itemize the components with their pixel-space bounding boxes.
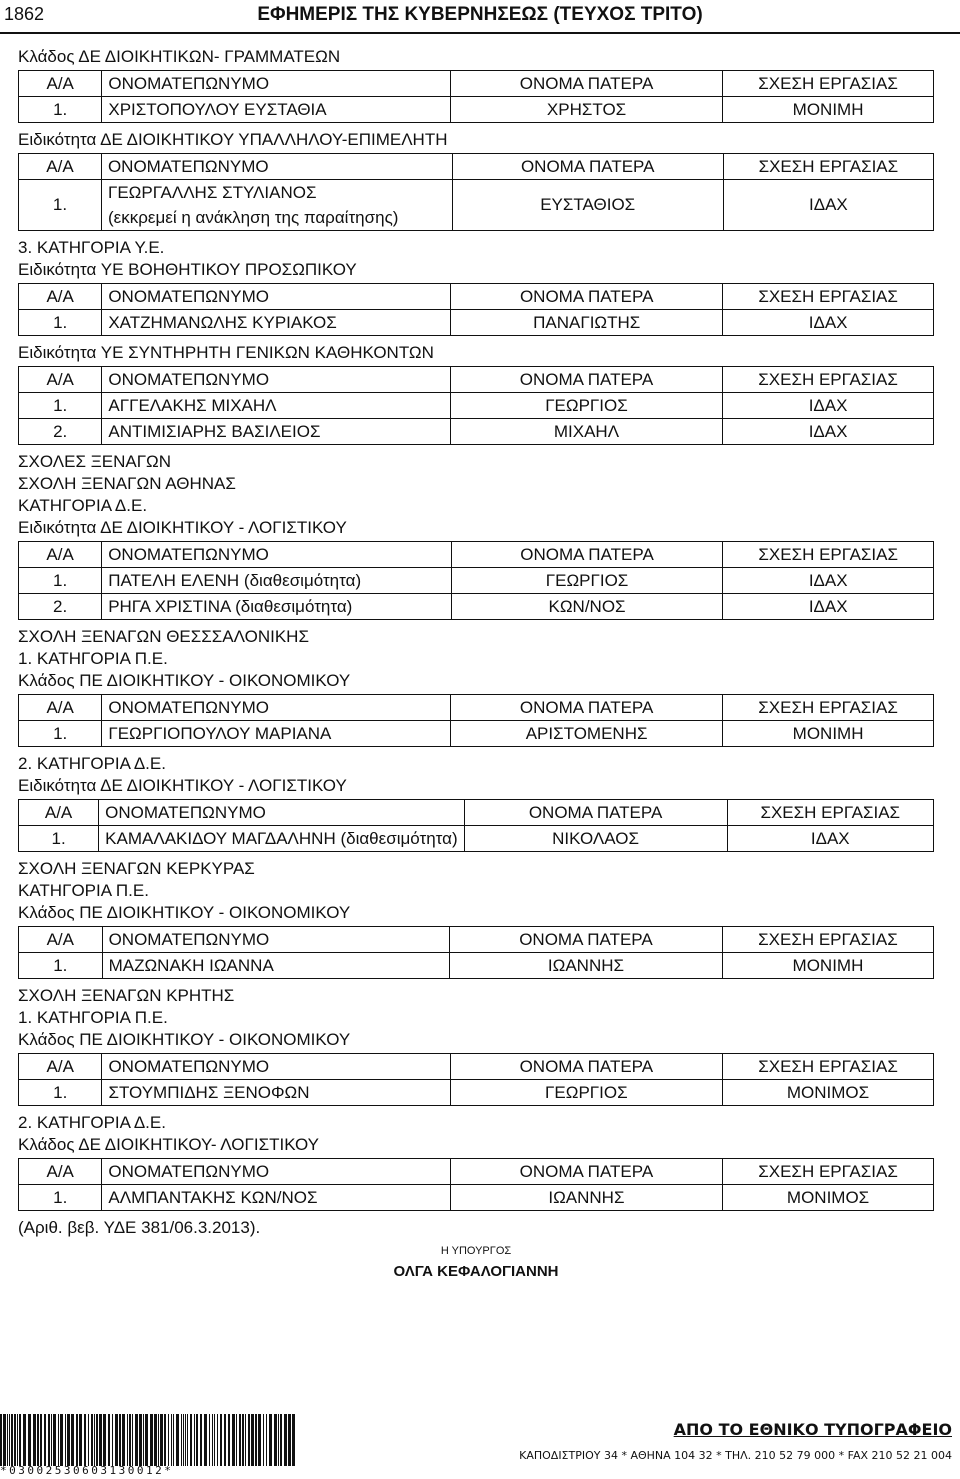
barcode-bar (28, 1414, 31, 1466)
section-heading: 2. ΚΑΤΗΓΟΡΙΑ Δ.Ε. (18, 754, 166, 773)
cell-relation: ΜΟΝΙΜΗ (723, 721, 934, 747)
barcode-bar (91, 1414, 93, 1466)
barcode-bar (284, 1414, 287, 1466)
barcode-bar (204, 1414, 207, 1466)
section-heading: Ειδικότητα ΔΕ ΔΙΟΙΚΗΤΙΚΟΥ - ΛΟΓΙΣΤΙΚΟΥ (18, 776, 347, 795)
barcode-bar (0, 1414, 2, 1466)
barcode-bar (135, 1414, 138, 1466)
column-header: ΟΝΟΜΑ ΠΑΤΕΡΑ (450, 927, 723, 953)
barcode-bar (274, 1414, 277, 1466)
cell-aa: 1. (19, 721, 102, 747)
cell-name: ΡΗΓΑ ΧΡΙΣΤΙΝΑ (διαθεσιμότητα) (102, 594, 451, 620)
column-header: ΣΧΕΣΗ ΕΡΓΑΣΙΑΣ (727, 800, 933, 826)
section-heading: Κλάδος ΠΕ ΔΙΟΙΚΗΤΙΚΟΥ - ΟΙΚΟΝΟΜΙΚΟΥ (18, 903, 351, 922)
barcode-bar (132, 1414, 133, 1466)
barcode-bar (17, 1414, 18, 1466)
table-header-row (19, 154, 934, 180)
press-name: ΑΠΟ ΤΟ ΕΘΝΙΚΟ ΤΥΠΟΓΡΑΦΕΙΟ (673, 1420, 952, 1439)
barcode-bar (171, 1414, 172, 1466)
barcode-bar (7, 1414, 8, 1466)
section-heading: ΣΧΟΛΗ ΞΕΝΑΓΩΝ ΑΘΗΝΑΣ (18, 474, 236, 493)
cell-aa: 2. (19, 419, 102, 445)
column-header: Α/Α (19, 800, 99, 826)
cell-name: ΚΑΜΑΛΑΚΙΔΟΥ ΜΑΓΔΑΛΗΝΗ (διαθεσιμότητα) (99, 826, 464, 852)
column-header: ΣΧΕΣΗ ΕΡΓΑΣΙΑΣ (723, 1054, 934, 1080)
barcode-bar (236, 1414, 237, 1466)
barcode-bar (242, 1414, 244, 1466)
column-header: ΟΝΟΜΑ ΠΑΤΕΡΑ (450, 1054, 722, 1080)
column-header: ΟΝΟΜΑΤΕΠΩΝΥΜΟ (101, 154, 452, 180)
cell-father: ΓΕΩΡΓΙΟΣ (450, 393, 722, 419)
staff-table (18, 153, 934, 231)
cell-aa: 1. (19, 953, 103, 979)
barcode-bar (19, 1414, 21, 1466)
barcode-bar (122, 1414, 125, 1466)
cell-relation: ΙΔΑΧ (723, 393, 934, 419)
barcode-bar (67, 1414, 70, 1466)
cell-father: ΕΥΣΤΑΘΙΟΣ (452, 180, 723, 231)
cell-name: ΑΓΓΕΛΑΚΗΣ ΜΙΧΑΗΛ (102, 393, 450, 419)
barcode-bar (112, 1414, 113, 1466)
barcode-bar (127, 1414, 128, 1466)
table-row (19, 826, 934, 852)
barcode-bar (65, 1414, 66, 1466)
section-heading: ΣΧΟΛΗ ΞΕΝΑΓΩΝ ΘΕΣΣΣΑΛΟΝΙΚΗΣ (18, 627, 309, 646)
barcode-bar (129, 1414, 131, 1466)
staff-table (18, 541, 934, 620)
staff-table (18, 694, 934, 747)
barcode-bar (248, 1414, 250, 1466)
cell-father: ΚΩΝ/ΝΟΣ (451, 594, 723, 620)
section-heading: Κλάδος ΔΕ ΔΙΟΙΚΗΤΙΚΩΝ- ΓΡΑΜΜΑΤΕΩΝ (18, 47, 341, 66)
table-header-row (19, 800, 934, 826)
column-header: ΟΝΟΜΑΤΕΠΩΝΥΜΟ (102, 927, 449, 953)
cell-aa: 1. (19, 826, 99, 852)
cell-name: ΓΕΩΡΓΑΛΛΗΣ ΣΤΥΛΙΑΝΟΣ (101, 180, 452, 206)
barcode-bar (168, 1414, 169, 1466)
barcode-bar (9, 1414, 10, 1466)
cell-father: ΓΕΩΡΓΙΟΣ (450, 1080, 722, 1106)
table-row (19, 568, 934, 594)
table-row (19, 393, 934, 419)
barcode-bar (3, 1414, 6, 1466)
staff-table (18, 70, 934, 123)
barcode-bar (278, 1414, 279, 1466)
section-heading: Ειδικότητα ΥΕ ΣΥΝΤΗΡΗΤΗ ΓΕΝΙΚΩΝ ΚΑΘΗΚΟΝΤΩΝ (18, 343, 434, 362)
page-header (0, 0, 960, 34)
barcode-bar (53, 1414, 56, 1466)
staff-table (18, 1053, 934, 1106)
section-heading: Κλάδος ΠΕ ΔΙΟΙΚΗΤΙΚΟΥ - ΟΙΚΟΝΟΜΙΚΟΥ (18, 1030, 351, 1049)
cell-aa: 2. (19, 594, 102, 620)
cell-name: ΑΛΜΠΑΝΤΑΚΗΣ ΚΩΝ/ΝΟΣ (102, 1185, 450, 1211)
column-header: Α/Α (19, 695, 102, 721)
barcode-bar (220, 1414, 222, 1466)
barcode-bar (190, 1414, 192, 1466)
cell-aa: 1. (19, 180, 102, 231)
barcode-bar (280, 1414, 282, 1466)
column-header: ΟΝΟΜΑΤΕΠΩΝΥΜΟ (102, 695, 451, 721)
cell-father: ΙΩΑΝΝΗΣ (450, 1185, 722, 1211)
cell-aa: 1. (19, 393, 102, 419)
barcode-bar (79, 1414, 82, 1466)
table-row (19, 310, 934, 336)
barcode-bar (143, 1414, 144, 1466)
table-header-row (19, 284, 934, 310)
column-header: ΟΝΟΜΑ ΠΑΤΕΡΑ (450, 1159, 722, 1185)
barcode-bar (164, 1414, 166, 1466)
barcode-bar (266, 1414, 267, 1466)
cell-name: ΠΑΤΕΛΗ ΕΛΕΝΗ (διαθεσιμότητα) (102, 568, 451, 594)
barcode-bar (48, 1414, 50, 1466)
table-row (19, 953, 934, 979)
barcode-bar (176, 1414, 179, 1466)
section-heading: Κλάδος ΔΕ ΔΙΟΙΚΗΤΙΚΟΥ- ΛΟΓΙΣΤΙΚΟΥ (18, 1135, 320, 1154)
barcode-bar (84, 1414, 86, 1466)
reference-number: (Αριθ. βεβ. ΥΔΕ 381/06.3.2013). (18, 1218, 261, 1237)
cell-name: ΧΡΙΣΤΟΠΟΥΛΟΥ ΕΥΣΤΑΘΙΑ (102, 97, 451, 123)
table-row (19, 419, 934, 445)
barcode-bar (119, 1414, 121, 1466)
barcode-bar (185, 1414, 186, 1466)
cell-father: ΓΕΩΡΓΙΟΣ (451, 568, 723, 594)
barcode-bar (217, 1414, 218, 1466)
barcode-bar (33, 1414, 36, 1466)
barcode-bar (196, 1414, 198, 1466)
cell-relation: ΜΟΝΙΜΗ (722, 953, 933, 979)
section-heading: 1. ΚΑΤΗΓΟΡΙΑ Π.Ε. (18, 1008, 168, 1027)
barcode-bar (245, 1414, 246, 1466)
barcode-bar (239, 1414, 241, 1466)
barcode-bar (187, 1414, 188, 1466)
barcode-bar (158, 1414, 159, 1466)
section-heading: Ειδικότητα ΔΕ ΔΙΟΙΚΗΤΙΚΟΥ - ΛΟΓΙΣΤΙΚΟΥ (18, 518, 347, 537)
cell-name: ΣΤΟΥΜΠΙΔΗΣ ΞΕΝΟΦΩΝ (102, 1080, 450, 1106)
column-header: ΣΧΕΣΗ ΕΡΓΑΣΙΑΣ (723, 695, 934, 721)
section-heading: ΣΧΟΛΕΣ ΞΕΝΑΓΩΝ (18, 452, 172, 471)
cell-aa: 1. (19, 97, 102, 123)
section-heading: Ειδικότητα ΥΕ ΒΟΗΘΗΤΙΚΟΥ ΠΡΟΣΩΠΙΚΟΥ (18, 260, 357, 279)
table-header-row (19, 695, 934, 721)
gazette-title: ΕΦΗΜΕΡΙΣ ΤΗΣ ΚΥΒΕΡΝΗΣΕΩΣ (ΤΕΥΧΟΣ ΤΡΙΤΟ) (257, 4, 703, 25)
barcode-bar (37, 1414, 39, 1466)
section-heading: Κλάδος ΠΕ ΔΙΟΙΚΗΤΙΚΟΥ - ΟΙΚΟΝΟΜΙΚΟΥ (18, 671, 351, 690)
barcode-bar (209, 1414, 210, 1466)
table-row (19, 594, 934, 620)
column-header: Α/Α (19, 542, 102, 568)
staff-table (18, 926, 934, 979)
cell-father: ΙΩΑΝΝΗΣ (450, 953, 723, 979)
table-row (19, 180, 934, 206)
cell-father: ΧΡΗΣΤΟΣ (450, 97, 722, 123)
section-heading: 3. ΚΑΤΗΓΟΡΙΑ Υ.Ε. (18, 238, 165, 257)
barcode-bar (76, 1414, 78, 1466)
barcode-bar (99, 1414, 102, 1466)
staff-table (18, 366, 934, 445)
cell-name: ΑΝΤΙΜΙΣΙΑΡΗΣ ΒΑΣΙΛΕΙΟΣ (102, 419, 450, 445)
column-header: ΟΝΟΜΑ ΠΑΤΕΡΑ (450, 367, 722, 393)
cell-relation: ΙΔΑΧ (723, 419, 934, 445)
section-heading: ΣΧΟΛΗ ΞΕΝΑΓΩΝ ΚΕΡΚΥΡΑΣ (18, 859, 255, 878)
column-header: Α/Α (19, 1054, 102, 1080)
barcode-bar (71, 1414, 74, 1466)
cell-relation: ΙΔΑΧ (723, 180, 933, 231)
press-footer (519, 1420, 952, 1462)
signature-role: Η ΥΠΟΥΡΓΟΣ (440, 1245, 512, 1257)
column-header: ΟΝΟΜΑ ΠΑΤΕΡΑ (450, 71, 722, 97)
cell-aa: 1. (19, 1080, 102, 1106)
cell-note: (εκκρεμεί η ανάκληση της παραίτησης) (101, 205, 452, 231)
barcode-bar (44, 1414, 46, 1466)
signature-block (18, 1245, 934, 1280)
press-address: ΚΑΠΟΔΙΣΤΡΙΟΥ 34 * ΑΘΗΝΑ 104 32 * ΤΗΛ. 210 52 79 000 * FAX 210 52 21 004 (519, 1449, 952, 1462)
table-row (19, 97, 934, 123)
table-row (19, 721, 934, 747)
table-header-row (19, 367, 934, 393)
column-header: ΟΝΟΜΑ ΠΑΤΕΡΑ (451, 542, 723, 568)
barcode-bar (94, 1414, 95, 1466)
cell-father: ΑΡΙΣΤΟΜΕΝΗΣ (451, 721, 723, 747)
table-row (19, 1185, 934, 1211)
barcode (0, 1414, 295, 1466)
barcode-bar (269, 1414, 272, 1466)
section-heading: 2. ΚΑΤΗΓΟΡΙΑ Δ.Ε. (18, 1113, 166, 1132)
barcode-bar (60, 1414, 63, 1466)
barcode-bar (88, 1414, 89, 1466)
column-header: ΟΝΟΜΑΤΕΠΩΝΥΜΟ (102, 367, 450, 393)
staff-lists (18, 46, 934, 1280)
column-header: Α/Α (19, 71, 102, 97)
section-heading: ΣΧΟΛΗ ΞΕΝΑΓΩΝ ΚΡΗΤΗΣ (18, 986, 235, 1005)
barcode-bar (108, 1414, 110, 1466)
cell-father: ΠΑΝΑΓΙΩΤΗΣ (451, 310, 723, 336)
barcode-bar (263, 1414, 264, 1466)
cell-aa: 1. (19, 310, 102, 336)
barcode-bar (115, 1414, 118, 1466)
column-header: ΟΝΟΜΑΤΕΠΩΝΥΜΟ (102, 1054, 450, 1080)
table-header-row (19, 1054, 934, 1080)
column-header: Α/Α (19, 1159, 102, 1185)
column-header: Α/Α (19, 284, 102, 310)
column-header: ΣΧΕΣΗ ΕΡΓΑΣΙΑΣ (723, 284, 934, 310)
column-header: ΟΝΟΜΑΤΕΠΩΝΥΜΟ (102, 1159, 450, 1185)
barcode-bar (11, 1414, 13, 1466)
section-heading: ΚΑΤΗΓΟΡΙΑ Π.Ε. (18, 881, 149, 900)
column-header: ΟΝΟΜΑΤΕΠΩΝΥΜΟ (99, 800, 464, 826)
column-header: ΟΝΟΜΑ ΠΑΤΕΡΑ (452, 154, 723, 180)
column-header: Α/Α (19, 154, 102, 180)
barcode-bar (258, 1414, 261, 1466)
cell-relation: ΙΔΑΧ (723, 568, 934, 594)
cell-aa: 1. (19, 568, 102, 594)
barcode-bar (58, 1414, 59, 1466)
barcode-bar (212, 1414, 213, 1466)
barcode-bar (200, 1414, 202, 1466)
cell-relation: ΙΔΑΧ (723, 310, 934, 336)
barcode-bar (232, 1414, 235, 1466)
cell-name: ΧΑΤΖΗΜΑΝΩΛΗΣ ΚΥΡΙΑΚΟΣ (102, 310, 451, 336)
column-header: ΣΧΕΣΗ ΕΡΓΑΣΙΑΣ (723, 1159, 934, 1185)
barcode-bar (154, 1414, 157, 1466)
barcode-bar (14, 1414, 16, 1466)
barcode-bar (96, 1414, 98, 1466)
staff-table (18, 799, 934, 852)
barcode-bar (251, 1414, 254, 1466)
cell-relation: ΜΟΝΙΜΟΣ (723, 1185, 934, 1211)
barcode-bar (103, 1414, 106, 1466)
barcode-bar (40, 1414, 42, 1466)
table-header-row (19, 542, 934, 568)
barcode-bar (23, 1414, 26, 1466)
barcode-bar (150, 1414, 153, 1466)
barcode-bar (160, 1414, 163, 1466)
section-heading: ΚΑΤΗΓΟΡΙΑ Δ.Ε. (18, 496, 148, 515)
barcode-bar (255, 1414, 257, 1466)
cell-relation: ΙΔΑΧ (727, 826, 933, 852)
column-header: Α/Α (19, 367, 102, 393)
barcode-bar (288, 1414, 291, 1466)
cell-father: ΜΙΧΑΗΛ (450, 419, 722, 445)
cell-relation: ΜΟΝΙΜΟΣ (723, 1080, 934, 1106)
column-header: ΟΝΟΜΑ ΠΑΤΕΡΑ (464, 800, 727, 826)
barcode-bar (181, 1414, 182, 1466)
column-header: ΟΝΟΜΑΤΕΠΩΝΥΜΟ (102, 284, 451, 310)
column-header: ΟΝΟΜΑΤΕΠΩΝΥΜΟ (102, 71, 451, 97)
barcode-number: *03002530603130012* (0, 1464, 174, 1477)
barcode-bar (224, 1414, 226, 1466)
column-header: ΣΧΕΣΗ ΕΡΓΑΣΙΑΣ (723, 71, 934, 97)
signature-name: ΟΛΓΑ ΚΕΦΑΛΟΓΙΑΝΝΗ (393, 1263, 559, 1280)
barcode-bar (145, 1414, 148, 1466)
cell-name: ΓΕΩΡΓΙΟΠΟΥΛΟΥ ΜΑΡΙΑΝΑ (102, 721, 451, 747)
table-header-row (19, 927, 934, 953)
column-header: ΣΧΕΣΗ ΕΡΓΑΣΙΑΣ (723, 542, 934, 568)
table-header-row (19, 71, 934, 97)
cell-father: ΝΙΚΟΛΑΟΣ (464, 826, 727, 852)
column-header: ΟΝΟΜΑ ΠΑΤΕΡΑ (451, 284, 723, 310)
column-header: ΣΧΕΣΗ ΕΡΓΑΣΙΑΣ (723, 154, 933, 180)
table-row (19, 1080, 934, 1106)
barcode-bar (292, 1414, 295, 1466)
barcode-bar (173, 1414, 174, 1466)
barcode-bar (214, 1414, 215, 1466)
cell-aa: 1. (19, 1185, 102, 1211)
barcode-bar (228, 1414, 230, 1466)
column-header: ΣΧΕΣΗ ΕΡΓΑΣΙΑΣ (723, 367, 934, 393)
column-header: ΟΝΟΜΑΤΕΠΩΝΥΜΟ (102, 542, 451, 568)
cell-relation: ΜΟΝΙΜΗ (723, 97, 934, 123)
barcode-bar (194, 1414, 195, 1466)
column-header: Α/Α (19, 927, 103, 953)
staff-table (18, 1158, 934, 1211)
barcode-bar (51, 1414, 52, 1466)
section-heading: 1. ΚΑΤΗΓΟΡΙΑ Π.Ε. (18, 649, 168, 668)
cell-name: ΜΑΖΩΝΑΚΗ ΙΩΑΝΝΑ (102, 953, 449, 979)
page-number: 1862 (4, 4, 45, 24)
column-header: ΟΝΟΜΑ ΠΑΤΕΡΑ (451, 695, 723, 721)
barcode-bar (139, 1414, 142, 1466)
section-heading: Ειδικότητα ΔΕ ΔΙΟΙΚΗΤΙΚΟΥ ΥΠΑΛΛΗΛΟΥ-ΕΠΙΜΕΛΗΤΗ (18, 130, 448, 149)
barcode-bar (183, 1414, 184, 1466)
staff-table (18, 283, 934, 336)
cell-relation: ΙΔΑΧ (723, 594, 934, 620)
table-header-row (19, 1159, 934, 1185)
column-header: ΣΧΕΣΗ ΕΡΓΑΣΙΑΣ (722, 927, 933, 953)
